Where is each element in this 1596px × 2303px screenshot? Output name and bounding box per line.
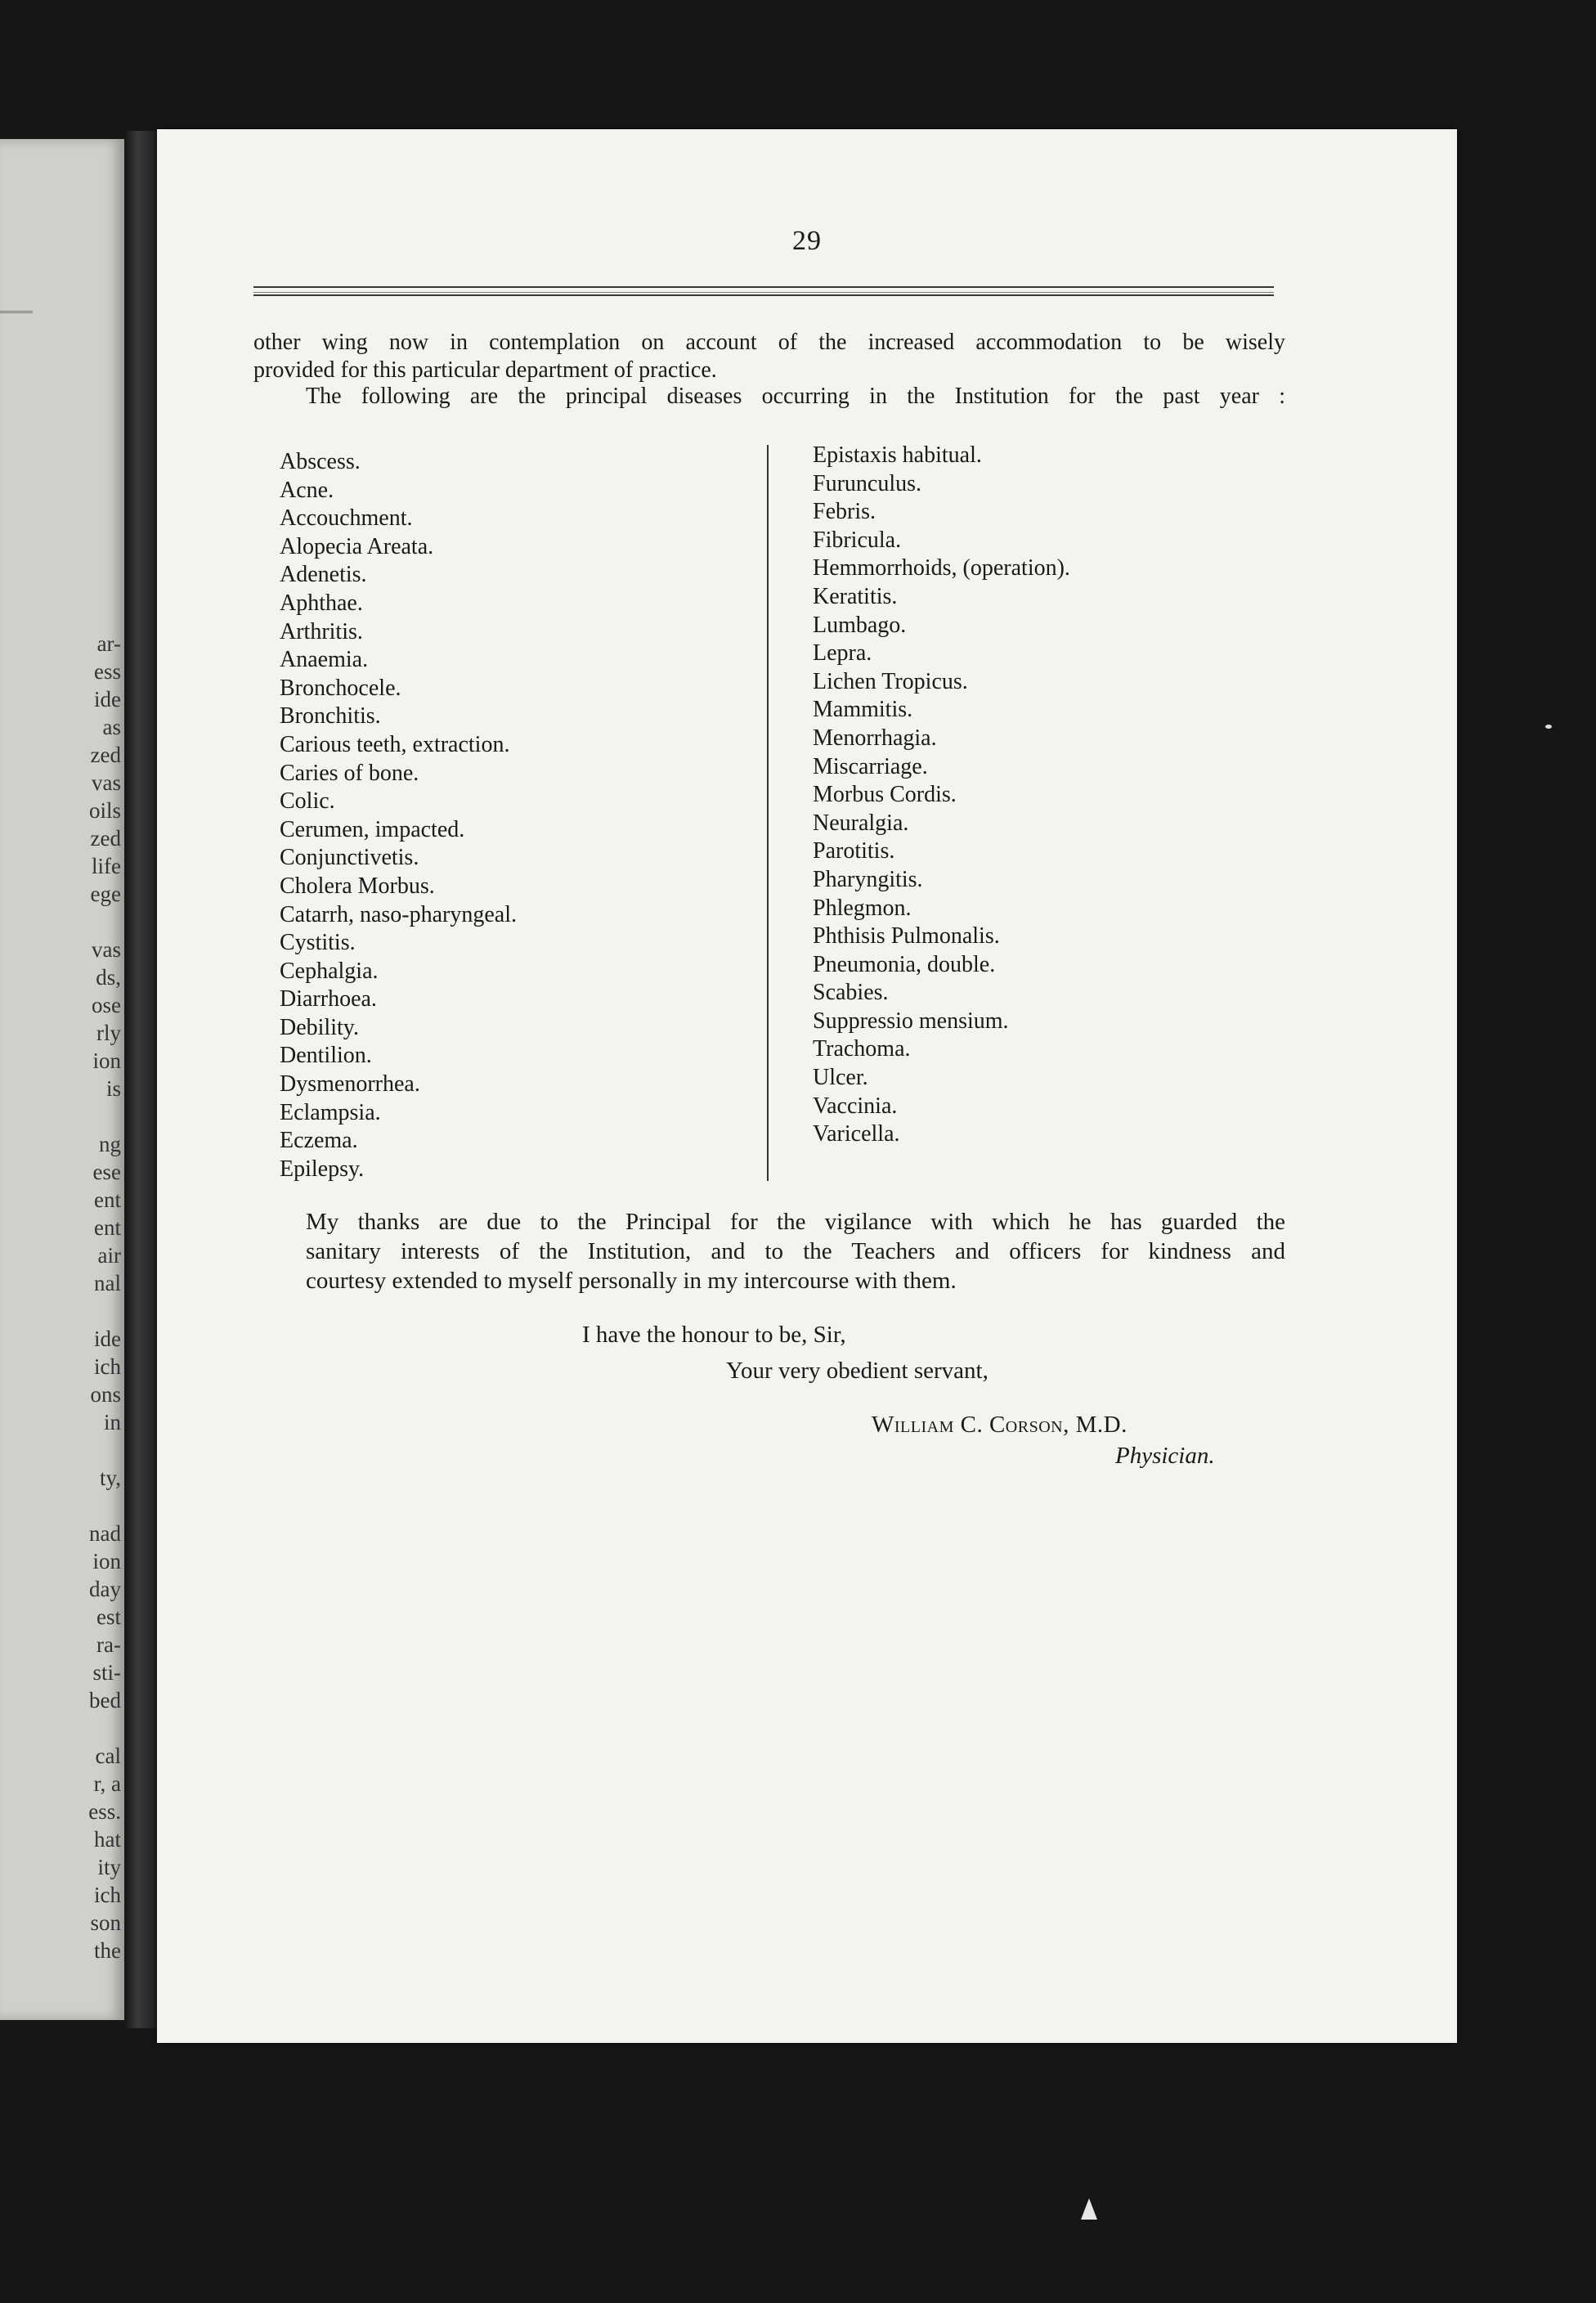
disease-item: Adenetis. — [280, 562, 367, 588]
disease-item: Lepra. — [813, 640, 872, 667]
disease-item: Cystitis. — [280, 930, 356, 956]
disease-item: Cephalgia. — [280, 958, 379, 984]
disease-item: Anaemia. — [280, 647, 369, 673]
disease-item: Phlegmon. — [813, 895, 912, 921]
left-page-fragment: ess. — [88, 1799, 121, 1824]
disease-item: Vaccinia. — [813, 1093, 898, 1119]
left-page-fragment: vas — [92, 937, 121, 962]
disease-item: Caries of bone. — [280, 760, 419, 786]
left-page-fragment — [88, 1492, 121, 1520]
disease-item: Dentilion. — [280, 1043, 372, 1069]
left-page-rule — [0, 311, 33, 313]
left-page-fragment: rly — [96, 1021, 121, 1045]
scan-mark — [1081, 2198, 1097, 2220]
disease-list-left — [280, 448, 770, 1183]
disease-item: Neuralgia. — [813, 810, 909, 836]
disease-item: Dysmenorrhea. — [280, 1071, 420, 1098]
left-page-fragment — [88, 908, 121, 936]
disease-item: Alopecia Areata. — [280, 533, 434, 559]
disease-item: Eclampsia. — [280, 1099, 381, 1125]
disease-item: Lichen Tropicus. — [813, 668, 968, 694]
left-page-fragment: zed — [90, 826, 121, 851]
disease-item: Catarrh, naso-pharyngeal. — [280, 901, 517, 927]
disease-item: Varicella. — [813, 1121, 900, 1147]
disease-item: Phthisis Pulmonalis. — [813, 923, 1000, 949]
disease-item: Scabies. — [813, 980, 889, 1006]
left-page-fragment: zed — [90, 743, 121, 767]
disease-item: Colic. — [280, 788, 335, 815]
paragraph-line: provided for this particular department of practice. — [253, 357, 717, 383]
disease-item: Miscarriage. — [813, 753, 928, 779]
disease-item: Keratitis. — [813, 583, 898, 609]
left-page-fragment: ent — [94, 1187, 121, 1212]
left-page-fragment: sti- — [92, 1660, 121, 1685]
disease-item: Parotitis. — [813, 838, 895, 864]
disease-item: Pneumonia, double. — [813, 951, 996, 977]
left-page-fragment: nad — [89, 1521, 121, 1546]
left-page-fragment: nal — [94, 1271, 121, 1295]
disease-item: Morbus Cordis. — [813, 782, 957, 808]
disease-item: Diarrhoea. — [280, 986, 377, 1012]
document-page — [157, 129, 1457, 2043]
salutation: I have the honour to be, Sir, — [582, 1322, 846, 1348]
disease-item: Aphthae. — [280, 590, 363, 616]
left-page-fragment: ar- — [96, 631, 121, 656]
disease-item: Bronchitis. — [280, 703, 381, 730]
left-page-fragment: ds, — [96, 965, 121, 990]
left-page-fragment: air — [97, 1243, 121, 1268]
closing-line: courtesy extended to myself personally in my intercourse with them. — [306, 1268, 957, 1294]
disease-item: Arthritis. — [280, 618, 363, 644]
left-page-text-fragments — [88, 630, 121, 1964]
left-page-fragment: in — [103, 1410, 121, 1434]
left-page-fragment: ion — [92, 1549, 121, 1573]
left-page-fragment — [88, 1436, 121, 1464]
left-page-fragment: est — [96, 1605, 121, 1629]
left-page-fragment: ege — [90, 882, 121, 906]
disease-item: Trachoma. — [813, 1036, 911, 1062]
left-page-fragment — [88, 1102, 121, 1130]
page-number: 29 — [792, 226, 822, 256]
left-page-fragment — [88, 1297, 121, 1325]
left-page-fragment: ng — [99, 1132, 121, 1156]
disease-item: Cerumen, impacted. — [280, 816, 465, 842]
left-page-fragment: ion — [92, 1048, 121, 1073]
left-page-fragment — [88, 1714, 121, 1742]
left-page-fragment: ess — [94, 659, 121, 684]
signature-name: William C. Corson, — [872, 1412, 1069, 1438]
disease-item: Bronchocele. — [280, 675, 401, 701]
left-page-fragment: ich — [94, 1354, 121, 1379]
left-page-fragment: ra- — [96, 1632, 121, 1657]
disease-item: Carious teeth, extraction. — [280, 731, 510, 757]
disease-item: Mammitis. — [813, 697, 913, 723]
disease-item: Abscess. — [280, 449, 361, 474]
disease-item: Hemmorrhoids, (operation). — [813, 555, 1070, 581]
disease-item: Cholera Morbus. — [280, 873, 435, 899]
left-page-fragment: as — [102, 715, 121, 739]
paragraph-continued — [253, 329, 1285, 384]
left-page-fragment: ich — [94, 1883, 121, 1907]
left-page-fragment: ent — [94, 1215, 121, 1240]
left-page-fragment: r, a — [93, 1771, 121, 1796]
paragraph-line: other wing now in contemplation on account of the increased accommodation to be wisely — [253, 330, 1285, 355]
left-page-fragment: ose — [92, 993, 121, 1017]
left-page-fragment: day — [89, 1577, 121, 1601]
left-page-fragment: vas — [92, 770, 121, 795]
signature — [872, 1412, 1128, 1439]
disease-item: Lumbago. — [813, 612, 907, 638]
header-rule — [253, 286, 1274, 296]
disease-item: Furunculus. — [813, 470, 921, 496]
left-page-fragment: ide — [94, 1327, 121, 1351]
disease-item: Fibricula. — [813, 527, 902, 553]
disease-item: Ulcer. — [813, 1065, 868, 1091]
disease-item: Menorrhagia. — [813, 725, 937, 751]
left-page-fragment: cal — [95, 1744, 121, 1768]
disease-list-right — [813, 442, 1303, 1149]
signature-title: Physician. — [1115, 1443, 1215, 1469]
scan-speck — [1545, 725, 1552, 729]
closing-line: My thanks are due to the Principal for the vigilance with which he has guarded the — [306, 1209, 1285, 1235]
left-page-edge — [0, 139, 124, 2020]
book-gutter — [124, 131, 157, 2028]
closing-phrase: Your very obedient servant, — [726, 1358, 989, 1384]
disease-item: Eczema. — [280, 1128, 358, 1154]
disease-item: Pharyngitis. — [813, 866, 923, 892]
left-page-fragment: the — [94, 1938, 121, 1963]
disease-item: Suppressio mensium. — [813, 1008, 1009, 1034]
left-page-fragment: ity — [97, 1855, 121, 1879]
disease-item: Epilepsy. — [280, 1156, 365, 1182]
left-page-fragment: oils — [88, 798, 121, 823]
closing-paragraph — [253, 1207, 1285, 1295]
diseases-intro: The following are the principal diseases occurring in the Institution for the past year : — [306, 384, 1285, 409]
disease-item: Debility. — [280, 1014, 359, 1040]
left-page-fragment: is — [105, 1076, 121, 1101]
disease-item: Epistaxis habitual. — [813, 442, 982, 468]
column-divider — [767, 445, 769, 1181]
disease-item: Conjunctivetis. — [280, 845, 419, 871]
left-page-fragment: ide — [94, 687, 121, 712]
left-page-fragment: bed — [89, 1688, 121, 1713]
left-page-fragment: life — [92, 854, 121, 878]
disease-item: Acne. — [280, 477, 334, 503]
left-page-fragment: ese — [92, 1160, 121, 1184]
disease-item: Febris. — [813, 499, 876, 525]
closing-line: sanitary interests of the Institution, and to the Teachers and officers for kindness and — [306, 1238, 1285, 1264]
left-page-fragment: ty, — [100, 1466, 121, 1490]
disease-item: Accouchment. — [280, 505, 413, 532]
signature-degree: M.D. — [1075, 1412, 1128, 1438]
left-page-fragment: son — [90, 1910, 121, 1935]
left-page-fragment: ons — [90, 1382, 121, 1407]
left-page-fragment: hat — [94, 1827, 121, 1852]
